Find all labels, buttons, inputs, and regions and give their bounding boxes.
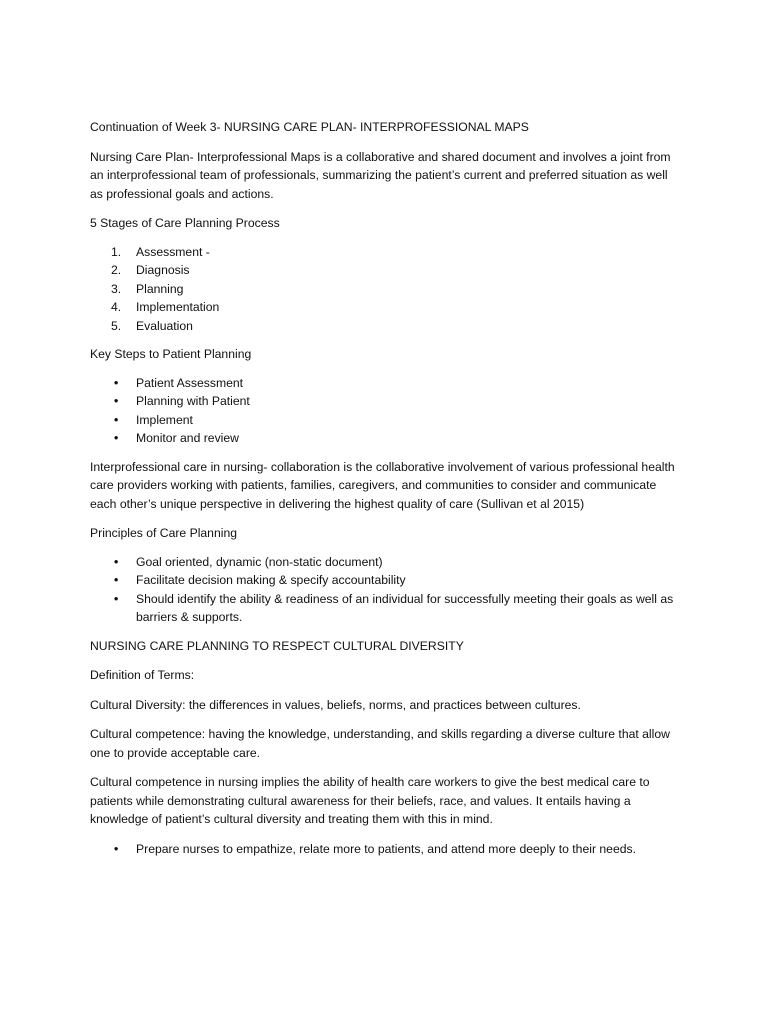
stage-number: 1. — [111, 244, 122, 259]
stages-heading: 5 Stages of Care Planning Process — [90, 216, 280, 230]
key-steps-list — [90, 374, 680, 448]
stage-item — [90, 261, 680, 280]
stage-number: 5. — [111, 318, 122, 333]
intro-paragraph: Nursing Care Plan- Interprofessional Maps is a collaborative and shared document and involves a joint from an interprofessional team of professionals, summarizing the patient’s current and preferred situation as well as professional goals and actions. — [90, 149, 671, 201]
principle-item — [90, 553, 680, 572]
key-step-item — [90, 374, 680, 393]
key-steps-heading: Key Steps to Patient Planning — [90, 347, 252, 361]
final-bullet-text: Prepare nurses to empathize, relate more to patients, and attend more deeply to their needs. — [136, 841, 636, 856]
stage-item — [90, 280, 680, 299]
principle-item — [90, 571, 680, 590]
bullet-icon: • — [114, 431, 119, 445]
key-step-text: Patient Assessment — [136, 375, 244, 390]
bullet-icon: • — [114, 841, 119, 856]
stage-text: Diagnosis — [136, 263, 190, 277]
bullet-icon: • — [114, 412, 119, 427]
stages-list — [90, 243, 680, 336]
stage-item — [90, 298, 680, 317]
stage-text: Evaluation — [136, 318, 193, 333]
cultural-competence-definition: Cultural competence: having the knowledge, understanding, and skills regarding a diverse culture that allow one to provide acceptable care. — [90, 727, 670, 760]
key-step-item — [90, 392, 680, 411]
key-step-item — [90, 411, 680, 430]
principle-text: Should identify the ability & readiness of an individual for successfully meeting their goals as well as barriers & supports. — [136, 591, 674, 624]
cultural-competence-nursing-paragraph: Cultural competence in nursing implies the ability of health care workers to give the best medical care to patients while demonstrating cultural awareness for their beliefs, race, and values. It entails having a knowledge of patient’s cultural diversity and treating them with this in mind. — [90, 775, 650, 826]
bullet-icon: • — [114, 375, 119, 390]
principles-list — [90, 553, 680, 627]
definition-heading: Definition of Terms: — [90, 668, 195, 682]
key-step-item — [90, 429, 680, 448]
document-body — [90, 118, 680, 868]
bullet-icon: • — [114, 573, 119, 587]
stage-text: Implementation — [136, 300, 220, 314]
stage-number: 2. — [111, 263, 122, 277]
stage-text: Assessment - — [136, 244, 210, 259]
stage-item — [90, 243, 680, 262]
principle-text: Goal oriented, dynamic (non-static document) — [136, 554, 383, 569]
document-heading: Continuation of Week 3- NURSING CARE PLAN- INTERPROFESSIONAL MAPS — [90, 120, 529, 134]
bullet-icon: • — [114, 394, 119, 408]
bullet-icon: • — [114, 591, 119, 606]
final-bullets-list — [90, 840, 680, 859]
final-bullet-item — [90, 840, 680, 859]
cultural-diversity-definition: Cultural Diversity: the differences in values, beliefs, norms, and practices between cultures. — [90, 697, 581, 712]
bullet-icon: • — [114, 554, 119, 569]
stage-number: 4. — [111, 300, 122, 314]
key-step-text: Implement — [136, 412, 193, 427]
stage-item — [90, 317, 680, 336]
stage-number: 3. — [111, 281, 122, 296]
stage-text: Planning — [136, 281, 184, 296]
interprofessional-paragraph: Interprofessional care in nursing- collaboration is the collaborative involvement of various professional health care providers working with patients, families, caregivers, and communities to consider and communicate each other’s unique perspective in delivering the highest quality of care (Sullivan et al 2015) — [90, 459, 675, 511]
key-step-text: Monitor and review — [136, 431, 239, 445]
principle-text: Facilitate decision making & specify accountability — [136, 573, 406, 587]
key-step-text: Planning with Patient — [136, 394, 250, 408]
principle-item — [90, 590, 680, 627]
cultural-diversity-heading: NURSING CARE PLANNING TO RESPECT CULTURAL DIVERSITY — [90, 638, 464, 653]
principles-heading: Principles of Care Planning — [90, 526, 238, 540]
